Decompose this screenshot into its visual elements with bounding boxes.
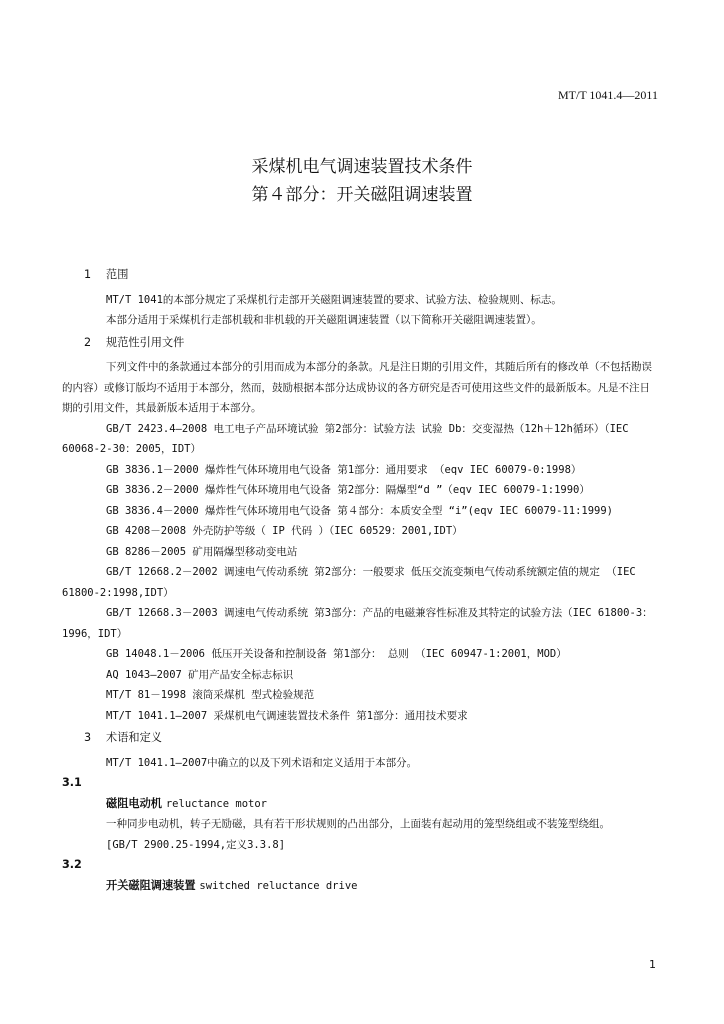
section-title: 术语和定义: [106, 731, 162, 744]
reference-item: GB/T 12668.3－2003 调速电气传动系统 第3部分：产品的电磁兼容性标准及其特定的试验方法（IEC 61800-3：1996，IDT）: [62, 607, 653, 640]
section-title: 范围: [106, 268, 129, 281]
term-name-en: reluctance motor: [165, 797, 268, 810]
term-name-zh: 开关磁阻调速装置: [106, 878, 196, 892]
paragraph: MT/T 1041的本部分规定了采煤机行走部开关磁阻调速装置的要求、试验方法、检验规则、标志。: [106, 293, 562, 306]
section-heading-3: [84, 728, 658, 749]
reference-item: MT/T 1041.1—2007 采煤机电气调速装置技术条件 第1部分：通用技术要求: [106, 709, 468, 722]
paragraph: 本部分适用于采煤机行走部机载和非机载的开关磁阻调速装置（以下简称开关磁阻调速装置）。: [106, 314, 542, 326]
paragraph: MT/T 1041.1—2007中确立的以及下列术语和定义适用于本部分。: [106, 756, 418, 769]
page-number: 1: [649, 958, 656, 971]
term-name: [84, 876, 658, 897]
document-subtitle: 第４部分：开关磁阻调速装置: [251, 185, 473, 205]
reference-item: GB 3836.1－2000 爆炸性气体环境用电气设备 第1部分：通用要求 （eqv IEC 60079-0:1998）: [106, 463, 582, 476]
reference-item: GB 8286－2005 矿用隔爆型移动变电站: [106, 545, 298, 558]
section-number: 1: [84, 268, 92, 281]
reference-item: AQ 1043—2007 矿用产品安全标志标识: [106, 668, 294, 681]
section-heading-2: [84, 333, 658, 354]
reference-item: GB 4208－2008 外壳防护等级（ IP 代码 ）（IEC 60529：2001,IDT）: [106, 525, 463, 537]
section-title: 规范性引用文件: [106, 335, 185, 349]
document-title: 采煤机电气调速装置技术条件: [251, 157, 473, 177]
term-number: 3.1: [62, 776, 82, 789]
section-number: 3: [84, 731, 92, 744]
document-body: [62, 263, 658, 896]
reference-item: GB 14048.1－2006 低压开关设备和控制设备 第1部分： 总则 （IEC 60947-1:2001，MOD）: [106, 648, 567, 660]
reference-item: GB 3836.2－2000 爆炸性气体环境用电气设备 第2部分：隔爆型“d ”（eqv IEC 60079-1:1990）: [106, 484, 590, 496]
reference-item: GB/T 12668.2－2002 调速电气传动系统 第2部分：一般要求 低压交流变频电气传动系统额定值的规定 （IEC 61800-2:1998,IDT）: [62, 566, 636, 599]
section-heading-1: [84, 265, 658, 286]
reference-item: GB/T 2423.4—2008 电工电子产品环境试验 第2部分：试验方法 试验 Db：交变湿热（12h＋12h循环）（IEC 60068-2-30：2005，IDT）: [62, 422, 629, 455]
standard-code: MT/T 1041.4—2011: [557, 88, 658, 102]
paragraph: 下列文件中的条款通过本部分的引用而成为本部分的条款。凡是注日期的引用文件，其随后所有的修改单（不包括勘误的内容）或修订版均不适用于本部分，然而，鼓励根据本部分达成协议的各方研究是否可使用这些文件的最新版本。凡是不注日期的引用文件，其最新版本适用于本部分。: [62, 361, 652, 414]
term-name: [84, 794, 658, 815]
term-name-zh: 磁阻电动机: [106, 796, 162, 810]
term-source: [GB/T 2900.25-1994,定义3.3.8]: [106, 838, 286, 851]
reference-item: MT/T 81－1998 滚筒采煤机 型式检验规范: [106, 689, 315, 701]
term-definition: 一种同步电动机，转子无励磁，具有若干形状规则的凸出部分，上面装有起动用的笼型绕组或不装笼型绕组。: [106, 818, 610, 830]
section-number: 2: [84, 335, 92, 349]
term-name-en: switched reluctance drive: [199, 879, 358, 892]
term-number: 3.2: [62, 858, 82, 871]
reference-item: GB 3836.4－2000 爆炸性气体环境用电气设备 第４部分：本质安全型 “i”(eqv IEC 60079-11:1999): [106, 504, 614, 517]
